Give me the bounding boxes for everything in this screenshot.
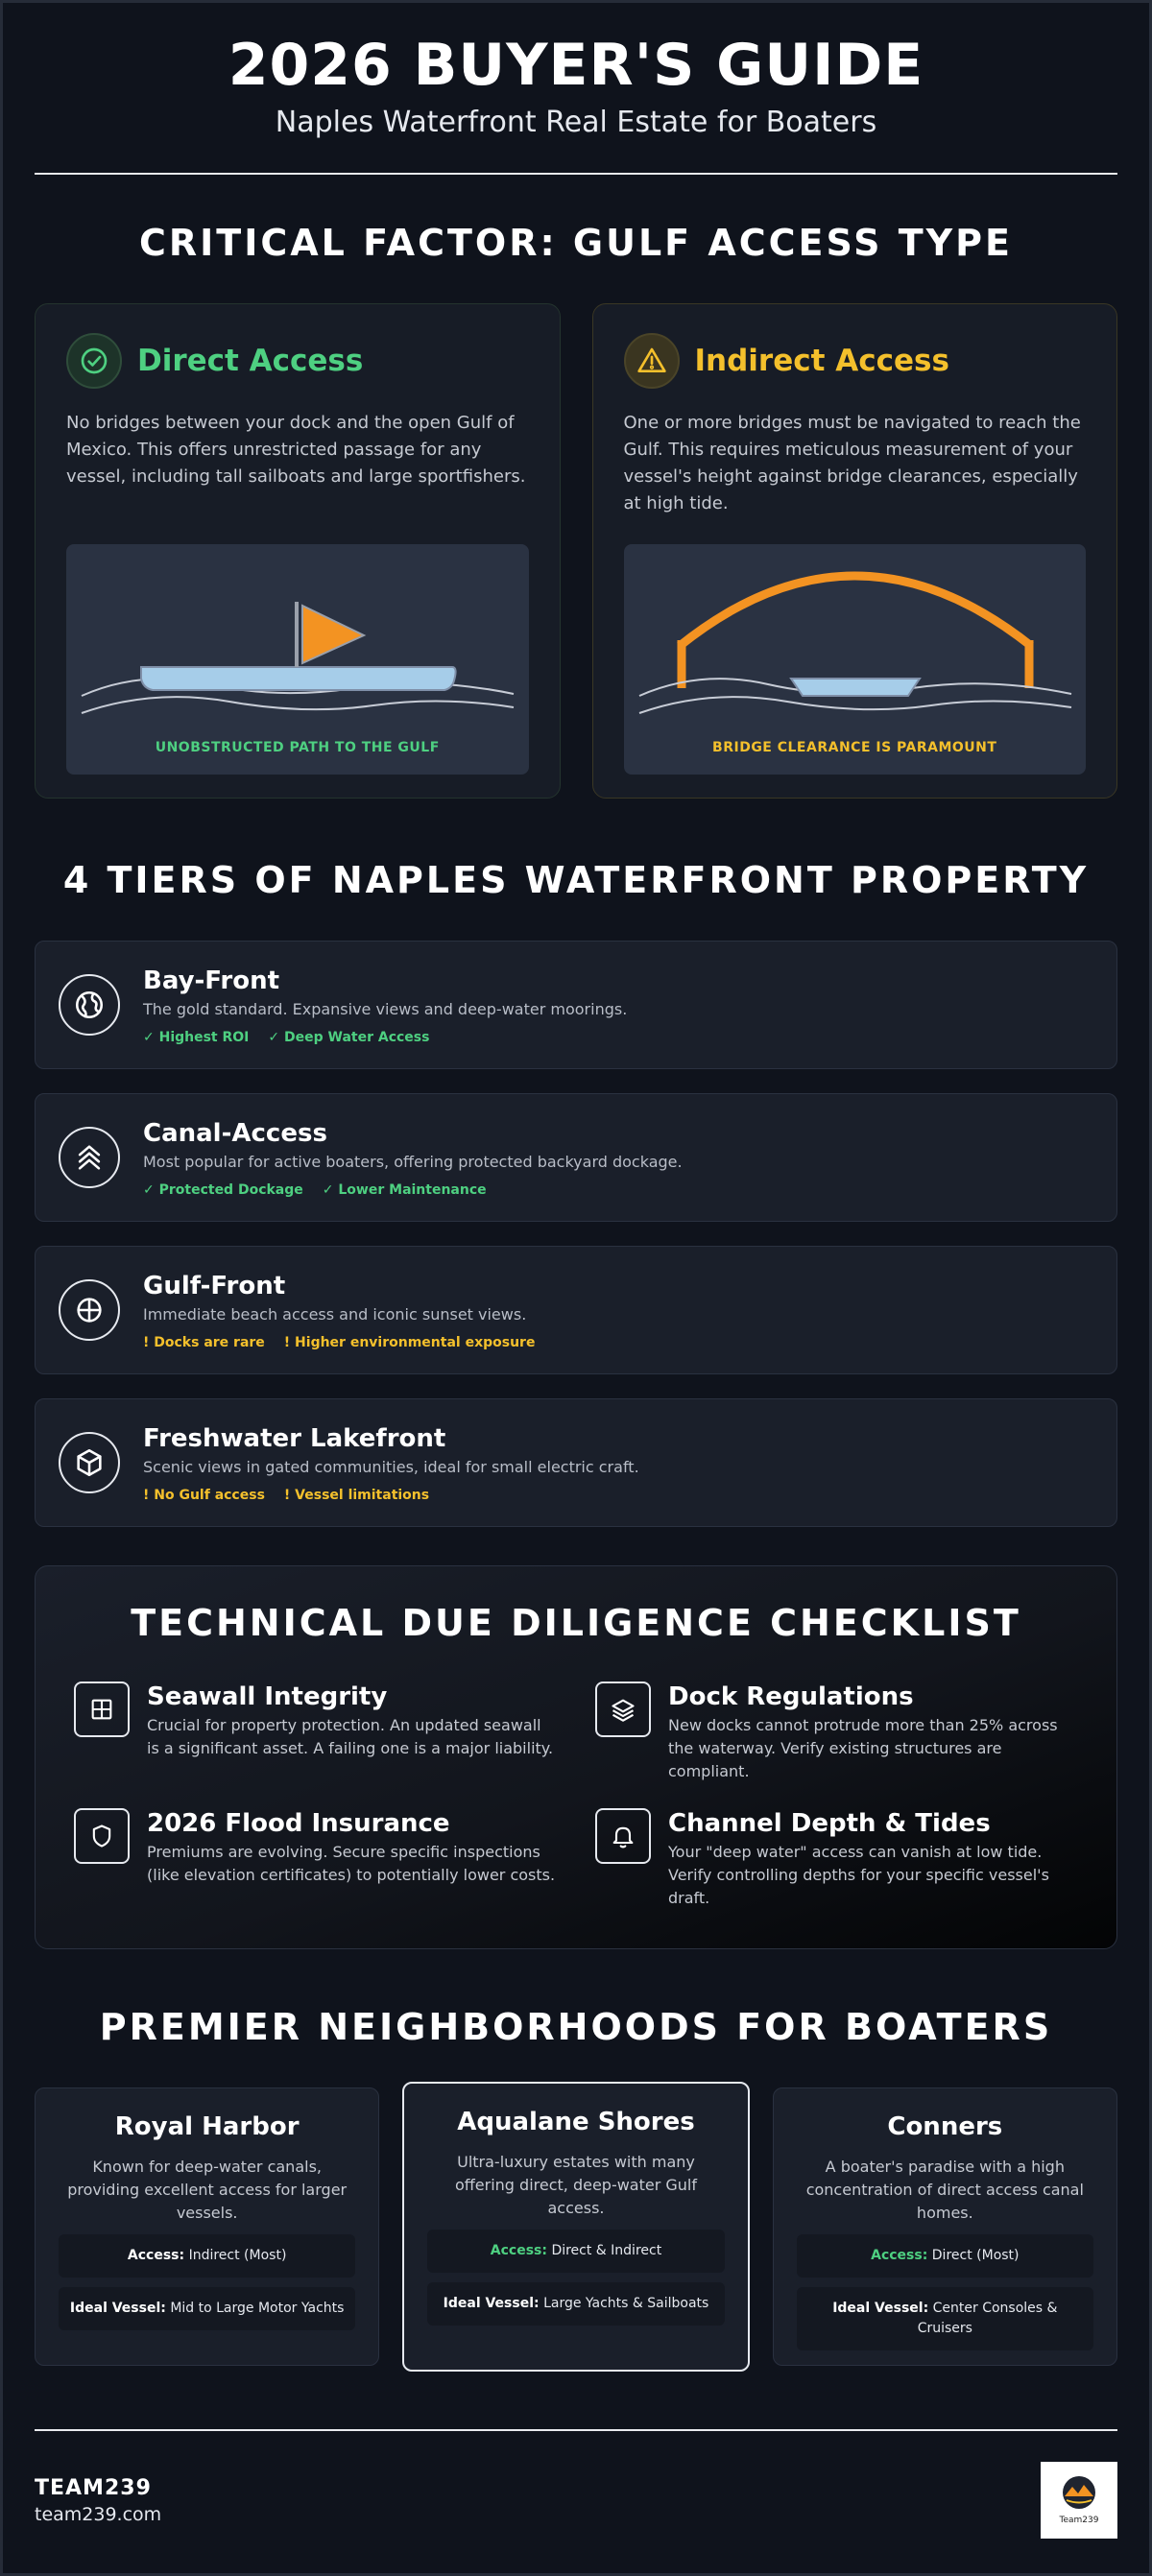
check-circle-icon xyxy=(66,333,122,389)
hero-header xyxy=(35,3,1117,141)
cube-icon xyxy=(59,1432,120,1493)
bell-icon xyxy=(595,1808,651,1864)
page-subtitle: Naples Waterfront Real Estate for Boaters xyxy=(275,106,877,139)
checklist-item-text: Crucial for property protection. An updated seawall is a significant asset. A failing one is a major liability. xyxy=(147,1716,554,1757)
due-diligence-checklist xyxy=(35,1565,1117,1949)
indirect-access-card xyxy=(592,303,1118,799)
shield-icon xyxy=(74,1808,130,1864)
indirect-access-text: One or more bridges must be navigated to reach the Gulf. This requires meticulous measurement of your vessel's height against bridge clearances, especially at high tide. xyxy=(623,413,1081,513)
direct-access-text: No bridges between your dock and the open Gulf of Mexico. This offers unrestricted passage for any vessel, including tall sailboats and large sportfishers. xyxy=(66,413,526,487)
neighborhood-access: Access: Direct (Most) xyxy=(797,2234,1093,2278)
globe-icon xyxy=(59,974,120,1036)
tier-name: Freshwater Lakefront xyxy=(143,1423,446,1453)
checklist-item-seawall xyxy=(74,1682,557,1783)
neighborhood-description: A boater's paradise with a high concentration of direct access canal homes. xyxy=(805,2158,1084,2222)
neighborhood-vessel: Ideal Vessel: Center Consoles & Cruisers xyxy=(797,2287,1093,2350)
tiers-list xyxy=(35,941,1117,1527)
page-title: 2026 BUYER'S GUIDE xyxy=(228,32,924,99)
logo-mark-icon xyxy=(1059,2475,1099,2514)
neighborhood-card-aqualane-shores xyxy=(402,2082,749,2372)
tier-description: Scenic views in gated communities, ideal for small electric craft. xyxy=(143,1457,639,1476)
neighborhood-vessel: Ideal Vessel: Large Yachts & Sailboats xyxy=(427,2282,724,2326)
layers-icon xyxy=(595,1682,651,1737)
tier-tag: ! No Gulf access xyxy=(143,1487,265,1503)
neighborhoods-section-title: PREMIER NEIGHBORHOODS FOR BOATERS xyxy=(99,2006,1053,2048)
tier-canal-access xyxy=(35,1093,1117,1222)
compass-icon xyxy=(59,1279,120,1341)
checklist-item-title: Channel Depth & Tides xyxy=(668,1809,991,1838)
footer-divider xyxy=(35,2429,1117,2431)
checklist-title: TECHNICAL DUE DILIGENCE CHECKLIST xyxy=(131,1602,1021,1644)
direct-access-illustration xyxy=(66,544,529,775)
checklist-item-flood-insurance xyxy=(74,1808,557,1910)
tier-bay-front xyxy=(35,941,1117,1069)
tiers-section-title: 4 TIERS OF NAPLES WATERFRONT PROPERTY xyxy=(62,859,1090,901)
direct-access-caption: UNOBSTRUCTED PATH TO THE GULF xyxy=(155,740,440,755)
tier-description: Most popular for active boaters, offering protected backyard dockage. xyxy=(143,1152,683,1171)
tier-tag: ✓ Lower Maintenance xyxy=(322,1181,487,1198)
checklist-item-title: Dock Regulations xyxy=(668,1682,914,1711)
neighborhood-card-conners xyxy=(773,2087,1117,2366)
checklist-item-channel-depth xyxy=(595,1808,1078,1910)
tier-tag: ! Docks are rare xyxy=(143,1334,265,1350)
direct-access-title: Direct Access xyxy=(137,344,364,378)
neighborhood-name: Aqualane Shores xyxy=(457,2108,695,2136)
chevrons-up-icon xyxy=(59,1127,120,1188)
tier-tag: ✓ Protected Dockage xyxy=(143,1181,303,1198)
neighborhood-access: Access: Direct & Indirect xyxy=(427,2230,724,2273)
indirect-access-title: Indirect Access xyxy=(694,344,949,378)
logo-text: Team239 xyxy=(1059,2516,1099,2525)
neighborhood-card-royal-harbor xyxy=(35,2087,379,2366)
indirect-access-illustration xyxy=(624,544,1087,775)
checklist-item-title: 2026 Flood Insurance xyxy=(147,1809,450,1838)
indirect-access-caption: BRIDGE CLEARANCE IS PARAMOUNT xyxy=(712,740,997,755)
neighborhood-description: Known for deep-water canals, providing excellent access for larger vessels. xyxy=(67,2158,348,2222)
tier-gulf-front xyxy=(35,1246,1117,1374)
tier-tag: ✓ Deep Water Access xyxy=(268,1029,430,1045)
tier-description: Immediate beach access and iconic sunset views. xyxy=(143,1304,527,1324)
checklist-item-text: Premiums are evolving. Secure specific inspections (like elevation certificates) to potentially lower costs. xyxy=(147,1843,556,1884)
checklist-item-text: Your "deep water" access can vanish at low tide. Verify controlling depths for your specific vessel's draft. xyxy=(668,1843,1049,1907)
footer-url-link[interactable]: team239.com xyxy=(35,2503,162,2525)
access-cards xyxy=(35,303,1117,799)
checklist-item-text: New docks cannot protrude more than 25% across the waterway. Verify existing structures are compliant. xyxy=(668,1716,1058,1780)
neighborhood-name: Conners xyxy=(887,2112,1003,2141)
indirect-access-header xyxy=(624,333,1087,389)
direct-access-card xyxy=(35,303,561,799)
neighborhood-vessel: Ideal Vessel: Mid to Large Motor Yachts xyxy=(59,2287,355,2330)
neighborhood-cards xyxy=(35,2087,1117,2372)
tier-tag: ! Higher environmental exposure xyxy=(283,1334,536,1350)
tier-name: Canal-Access xyxy=(143,1118,327,1148)
checklist-item-title: Seawall Integrity xyxy=(147,1682,388,1711)
tier-name: Bay-Front xyxy=(143,966,280,995)
checklist-item-dock xyxy=(595,1682,1078,1783)
footer xyxy=(35,2462,1117,2539)
team239-logo xyxy=(1041,2462,1117,2539)
tier-tag: ✓ Highest ROI xyxy=(143,1029,250,1045)
neighborhood-name: Royal Harbor xyxy=(114,2112,300,2141)
tier-tag: ! Vessel limitations xyxy=(283,1487,430,1503)
neighborhood-description: Ultra-luxury estates with many offering direct, deep-water Gulf access. xyxy=(454,2153,698,2217)
footer-brand: TEAM239 xyxy=(35,2475,152,2500)
neighborhood-access: Access: Indirect (Most) xyxy=(59,2234,355,2278)
grid-icon xyxy=(74,1682,130,1737)
tier-description: The gold standard. Expansive views and deep-water moorings. xyxy=(143,999,628,1018)
tier-freshwater-lakefront xyxy=(35,1398,1117,1527)
tier-name: Gulf-Front xyxy=(143,1271,286,1300)
direct-access-header xyxy=(66,333,529,389)
warning-triangle-icon xyxy=(624,333,680,389)
header-divider xyxy=(35,173,1117,175)
access-section-title: CRITICAL FACTOR: GULF ACCESS TYPE xyxy=(139,222,1013,264)
